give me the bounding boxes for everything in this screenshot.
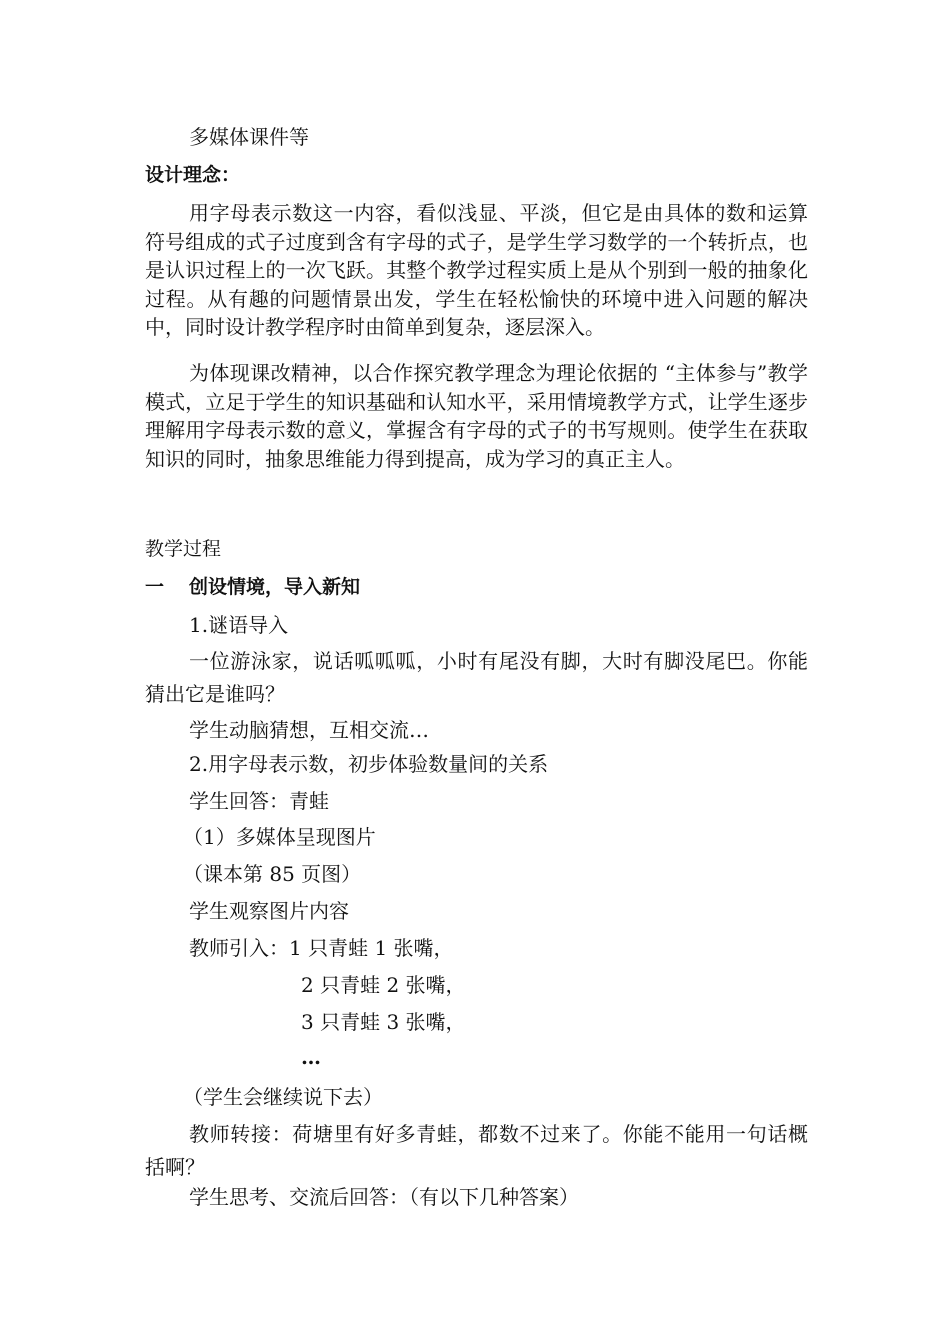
guess-line: 学生动脑猜想，互相交流…	[189, 718, 429, 742]
teaching-process-heading: 教学过程	[145, 538, 222, 560]
step-1-title: 1.谜语导入	[189, 613, 289, 637]
answer-line: 学生回答：青蛙	[189, 789, 329, 813]
materials-line: 多媒体课件等	[189, 125, 309, 149]
design-paragraph-1: 用字母表示数这一内容，看似浅显、平淡，但它是由具体的数和运算符号组成的式子过度到含有字母的式子，是学生学习数学的一个转折点，也是认识过程上的一次飞跃。其整个教学过程实质上是从个别到一般的抽象化过程。从有趣的问题情景出发，学生在轻松愉快的环境中进入问题的解决中，同时设计教学程序时由简单到复杂，逐层深入。	[145, 201, 808, 339]
frog-line-3: 3 只青蛙 3 张嘴，	[301, 1010, 466, 1034]
step-2-title: 2.用字母表示数，初步体验数量间的关系	[189, 752, 549, 776]
section-title: 创设情境，导入新知	[189, 576, 361, 598]
section-heading	[145, 573, 360, 601]
teacher-intro-line	[189, 934, 454, 962]
observe-line: 学生观察图片内容	[189, 899, 349, 923]
textbook-reference: （课本第 85 页图）	[183, 862, 362, 886]
frog-line-1: 1 只青蛙 1 张嘴，	[289, 936, 454, 960]
riddle-text: 一位游泳家，说话呱呱呱，小时有尾没有脚，大时有脚没尾巴。你能猜出它是谁吗？	[145, 649, 808, 706]
design-concept-label: 设计理念：	[145, 164, 241, 186]
ellipsis-line: …	[301, 1045, 321, 1069]
design-paragraph-2: 为体现课改精神，以合作探究教学理念为理论依据的 “主体参与”教学模式，立足于学生的知识基础和认知水平，采用情境教学方式，让学生逐步理解用字母表示数的意义，掌握含有字母的式子的书写规则。使学生在获取知识的同时，抽象思维能力得到提高，成为学习的真正主人。	[145, 361, 808, 471]
transition-text: 教师转接：荷塘里有好多青蛙，都数不过来了。你能不能用一句话概括啊？	[145, 1122, 808, 1179]
think-line: 学生思考、交流后回答：（有以下几种答案）	[189, 1185, 579, 1209]
teacher-intro-label: 教师引入：	[189, 936, 289, 960]
item-1-line: （1）多媒体呈现图片	[183, 825, 376, 849]
continue-line: （学生会继续说下去）	[183, 1085, 383, 1109]
frog-line-2: 2 只青蛙 2 张嘴，	[301, 973, 466, 997]
section-number: 一	[145, 576, 165, 598]
